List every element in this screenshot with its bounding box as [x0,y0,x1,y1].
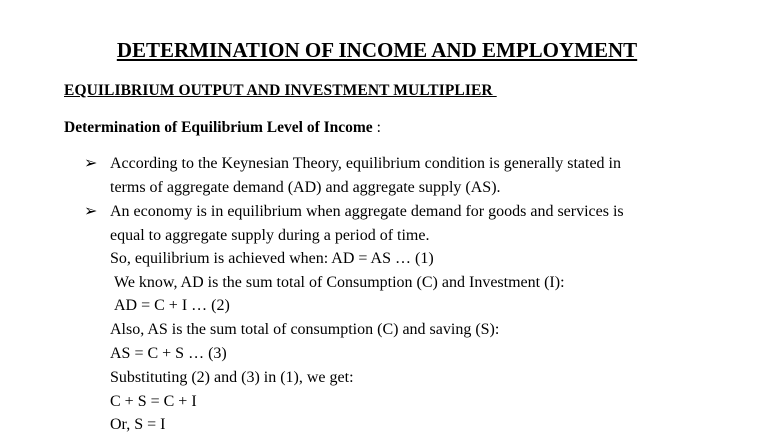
equation-line: Or, S = I [110,416,166,433]
equation-line: AS = C + S … (3) [110,345,227,362]
equation-line: AD = C + I … (2) [114,297,230,314]
section-heading [64,119,381,137]
bullet-arrow-icon: ➢ [84,155,98,172]
text-line: terms of aggregate demand (AD) and aggregate supply (AS). [110,179,501,196]
section-heading-text: Determination of Equilibrium Level of Income [64,119,373,136]
page-title: DETERMINATION OF INCOME AND EMPLOYMENT [116,38,638,62]
text-line: According to the Keynesian Theory, equilibrium condition is generally stated in [110,155,621,172]
text-line: Also, AS is the sum total of consumption (C) and saving (S): [110,321,500,338]
bullet-arrow-icon: ➢ [84,203,98,220]
text-line: So, equilibrium is achieved when: AD = AS … (1) [110,250,434,267]
section-heading-colon: : [372,119,381,136]
section-subtitle: EQUILIBRIUM OUTPUT AND INVESTMENT MULTIPLIER [64,82,497,99]
text-line: We know, AD is the sum total of Consumption (C) and Investment (I): [114,274,565,291]
equation-line: C + S = C + I [110,393,197,410]
text-line: equal to aggregate supply during a period of time. [110,227,430,244]
text-line: Substituting (2) and (3) in (1), we get: [110,369,354,386]
text-line: An economy is in equilibrium when aggregate demand for goods and services is [110,203,624,220]
